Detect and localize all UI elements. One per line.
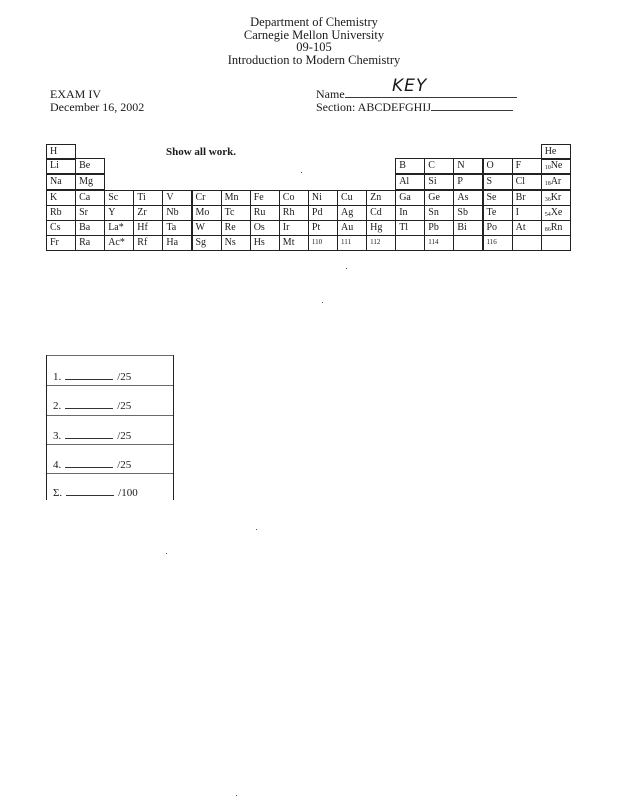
element-rb: Rb: [46, 205, 76, 221]
element-s: S: [483, 174, 513, 190]
element-te: Te: [483, 205, 513, 221]
element-y: Y: [104, 205, 134, 221]
element-bi: Bi: [453, 220, 483, 236]
element-ag: Ag: [337, 205, 367, 221]
element-fr: Fr: [46, 235, 76, 251]
element-b: B: [395, 158, 425, 174]
element-tc: Tc: [221, 205, 251, 221]
element-sr: Sr: [75, 205, 105, 221]
section-label: Section: ABCDEFGHIJ: [316, 100, 432, 114]
name-line: [345, 97, 517, 98]
element-la: La*: [104, 220, 134, 236]
element-sg: Sg: [192, 235, 222, 251]
element-po: Po: [483, 220, 513, 236]
element-ru: Ru: [250, 205, 280, 221]
element-rh: Rh: [279, 205, 309, 221]
element-hs: Hs: [250, 235, 280, 251]
element-ni: Ni: [308, 190, 338, 206]
element-zn: Zn: [366, 190, 396, 206]
score-divider: [47, 473, 173, 474]
element-hf: Hf: [133, 220, 163, 236]
element-pd: Pd: [308, 205, 338, 221]
score-row-4: 4. /25: [53, 459, 132, 471]
element-xe: 54Xe: [541, 205, 571, 221]
element-blank: [453, 235, 483, 251]
element-be: Be: [75, 158, 105, 174]
element-kr: 36Kr: [541, 190, 571, 206]
element-cu: Cu: [337, 190, 367, 206]
element-ca: Ca: [75, 190, 105, 206]
score-divider: [47, 355, 173, 356]
element-pt: Pt: [308, 220, 338, 236]
element-hg: Hg: [366, 220, 396, 236]
element-he: He: [541, 144, 571, 160]
element-mn: Mn: [221, 190, 251, 206]
element-li: Li: [46, 158, 76, 174]
element-os: Os: [250, 220, 280, 236]
element-c: C: [424, 158, 454, 174]
department-name: Department of Chemistry: [250, 15, 378, 29]
exam-date: December 16, 2002: [50, 100, 145, 114]
element-i: I: [512, 205, 542, 221]
element-blank: [512, 235, 542, 251]
element-ha: Ha: [162, 235, 192, 251]
element-cd: Cd: [366, 205, 396, 221]
element-mt: Mt: [279, 235, 309, 251]
element-co: Co: [279, 190, 309, 206]
score-divider: [47, 415, 173, 416]
element-at: At: [512, 220, 542, 236]
element-p: P: [453, 174, 483, 190]
element-mg: Mg: [75, 174, 105, 190]
element-sn: Sn: [424, 205, 454, 221]
element-o: O: [483, 158, 513, 174]
speck: [322, 302, 323, 303]
document-header: [0, 16, 628, 66]
element-ti: Ti: [133, 190, 163, 206]
instructions: Show all work.: [166, 146, 236, 158]
score-divider: [47, 444, 173, 445]
element-n: N: [453, 158, 483, 174]
element-cl: Cl: [512, 174, 542, 190]
element-cr: Cr: [192, 190, 222, 206]
score-divider: [47, 385, 173, 386]
element-rn: 86Rn: [541, 220, 571, 236]
element-ba: Ba: [75, 220, 105, 236]
score-row-1: 1. /25: [53, 371, 132, 383]
speck: [236, 795, 237, 796]
score-row-3: 3. /25: [53, 430, 132, 442]
speck: [166, 553, 167, 554]
element-tl: Tl: [395, 220, 425, 236]
element-112: 112: [366, 235, 396, 251]
element-sc: Sc: [104, 190, 134, 206]
element-ge: Ge: [424, 190, 454, 206]
course-title: Introduction to Modern Chemistry: [227, 52, 401, 67]
element-f: F: [512, 158, 542, 174]
course-number: 09-105: [296, 40, 332, 55]
element-al: Al: [395, 174, 425, 190]
element-ir: Ir: [279, 220, 309, 236]
element-110: 110: [308, 235, 338, 251]
element-in: In: [395, 205, 425, 221]
element-116: 116: [483, 235, 513, 251]
element-ar: 18Ar: [541, 174, 571, 190]
element-au: Au: [337, 220, 367, 236]
element-v: V: [162, 190, 192, 206]
element-se: Se: [483, 190, 513, 206]
element-111: 111: [337, 235, 367, 251]
speck: [256, 529, 257, 530]
element-ns: Ns: [221, 235, 251, 251]
element-br: Br: [512, 190, 542, 206]
element-zr: Zr: [133, 205, 163, 221]
element-114: 114: [424, 235, 454, 251]
name-value-handwritten: KEY: [392, 76, 428, 96]
element-ne: 10Ne: [541, 158, 571, 174]
element-mo: Mo: [192, 205, 222, 221]
element-nb: Nb: [162, 205, 192, 221]
element-ta: Ta: [162, 220, 192, 236]
element-ra: Ra: [75, 235, 105, 251]
element-sb: Sb: [453, 205, 483, 221]
exam-title: EXAM IV: [50, 87, 101, 101]
exam-info: [50, 88, 144, 114]
element-na: Na: [46, 174, 76, 190]
element-cs: Cs: [46, 220, 76, 236]
score-box: [46, 355, 174, 500]
element-rf: Rf: [133, 235, 163, 251]
element-pb: Pb: [424, 220, 454, 236]
element-h: H: [46, 144, 76, 160]
element-si: Si: [424, 174, 454, 190]
element-k: K: [46, 190, 76, 206]
section-line: [431, 110, 513, 111]
element-w: W: [192, 220, 222, 236]
university-name: Carnegie Mellon University: [243, 27, 385, 42]
element-as: As: [453, 190, 483, 206]
element-ga: Ga: [395, 190, 425, 206]
element-re: Re: [221, 220, 251, 236]
element-ac: Ac*: [104, 235, 134, 251]
element-blank: [541, 235, 571, 251]
name-label: Name: [316, 87, 345, 101]
speck: [301, 172, 302, 173]
element-fe: Fe: [250, 190, 280, 206]
score-row-total: Σ. /100: [53, 487, 138, 499]
score-row-2: 2. /25: [53, 400, 132, 412]
element-blank: [395, 235, 425, 251]
speck: [346, 268, 347, 269]
